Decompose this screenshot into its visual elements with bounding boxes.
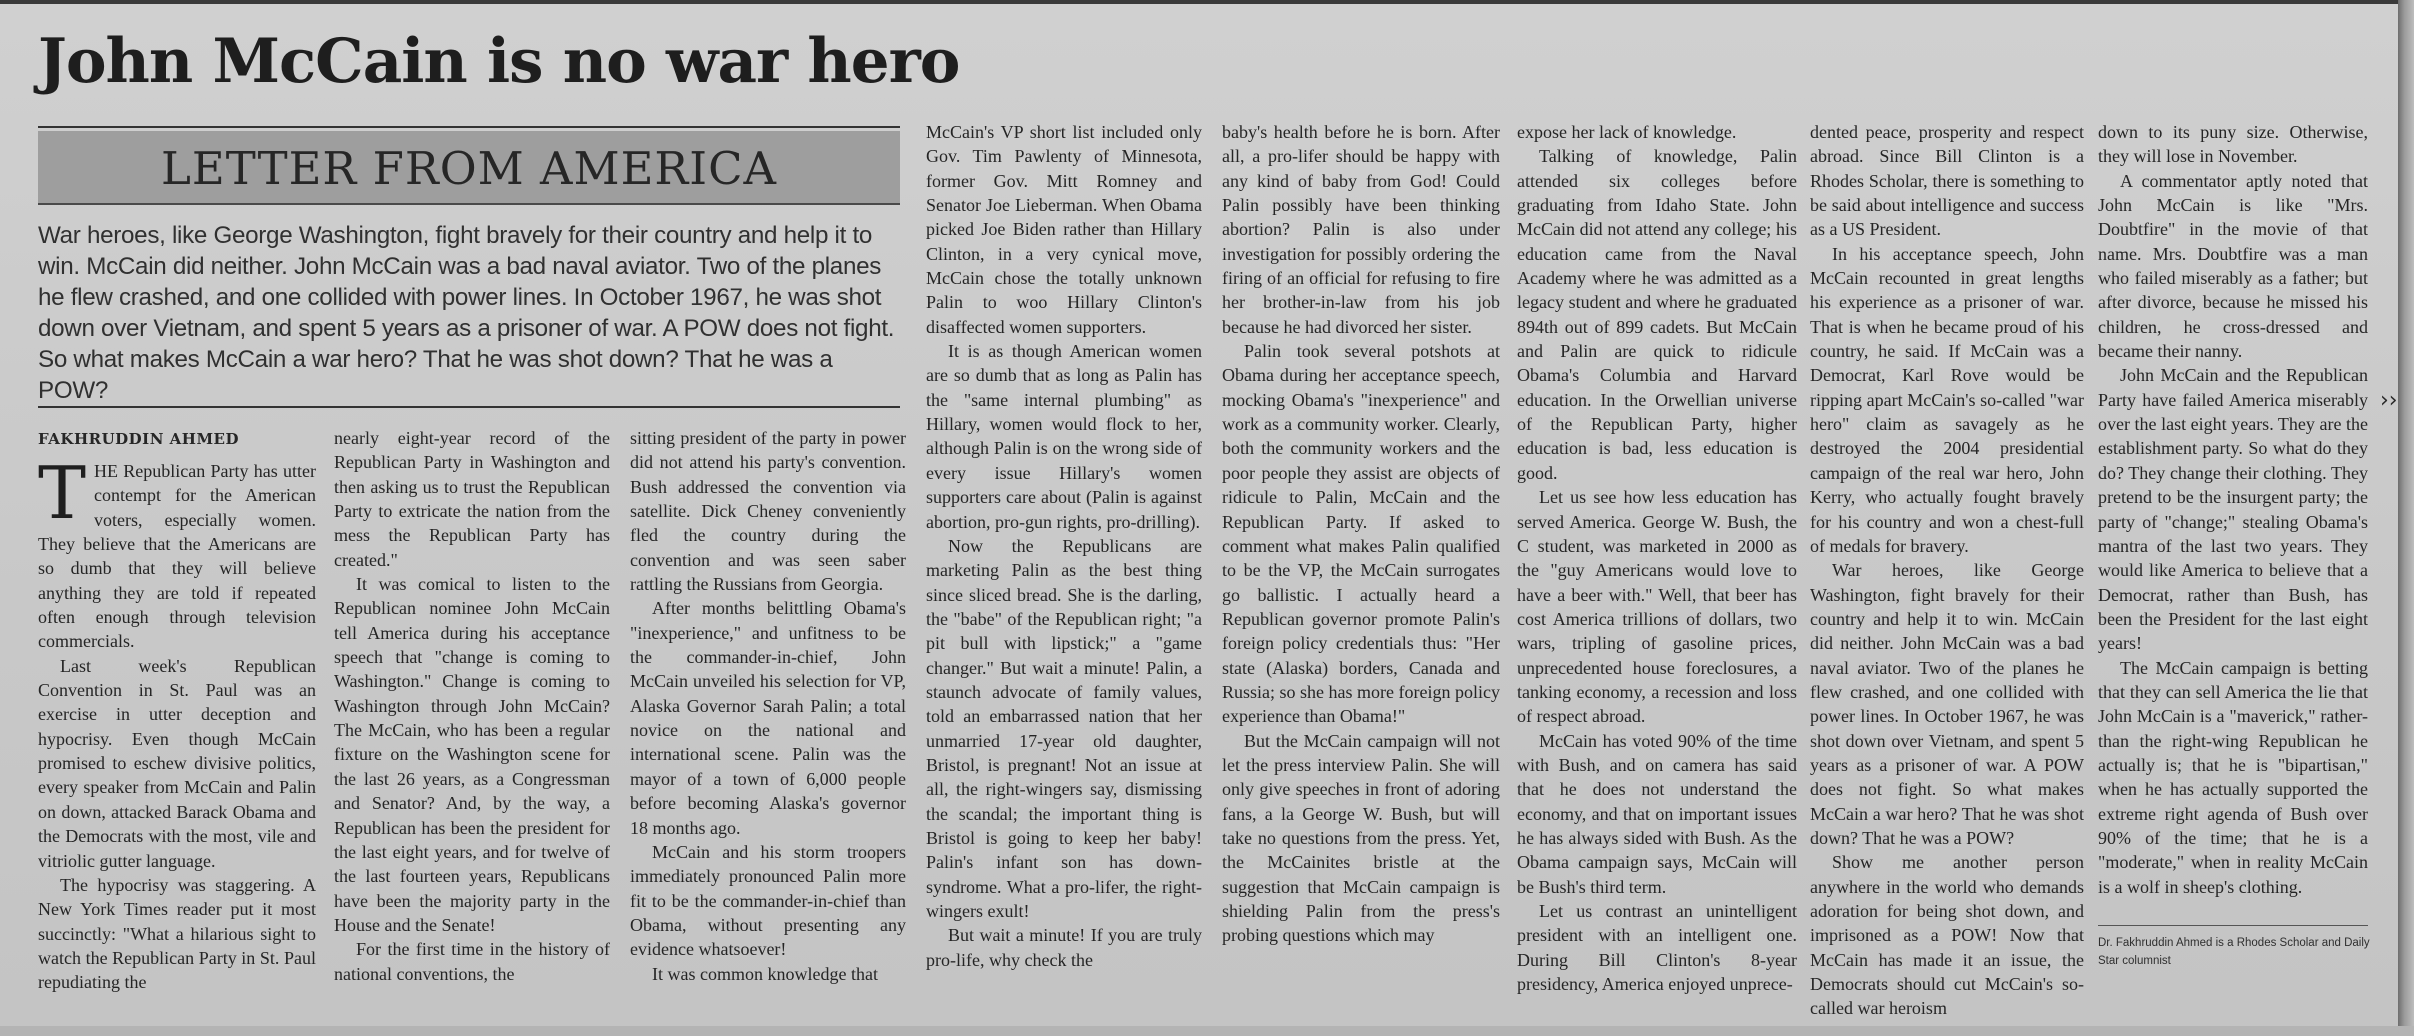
article-column-4 xyxy=(926,120,1202,1000)
author-bio: Dr. Fakhruddin Ahmed is a Rhodes Scholar and Daily Star columnist xyxy=(2098,937,2370,967)
article-column-5 xyxy=(1222,120,1500,1000)
intro-standfirst: War heroes, like George Washington, fight bravely for their country and help it to win. McCain did neither. John McCain was a bad naval aviator. Two of the planes he flew crashed, and one collided with power lines. In October 1967, he was shot down over Vietnam, and spent 5 years as a prisoner of war. A POW does not fight. So what makes McCain a war hero? That he was shot down? That he was a POW? xyxy=(38,222,895,404)
article-column-1 xyxy=(38,451,316,995)
paragraph: Show me another person anywhere in the world who demands adoration for being shot down, and imprisoned as a POW! Now that McCain has made it an issue, the Democrats should cut McCain's so-called war heroism xyxy=(1810,852,2084,1019)
paragraph: It was comical to listen to the Republican nominee John McCain tell America during his acceptance speech that "change is coming to Washington." Change is coming to Washington through John McCain? The McCain, who has been a regular fixture on the Washington scene for the last 26 years, as a Congressman and Senator? And, by the way, a Republican has been the president for the last eight years, and for twelve of the last fourteen years, Republicans have been the majority party in the House and the Senate! xyxy=(334,574,610,935)
paragraph: McCain has voted 90% of the time with Bush, and on camera has said that he does not understand the economy, and that on important issues he has always sided with Bush. As the Obama campaign says, McCain will be Bush's third term. xyxy=(1517,730,1797,897)
section-banner-label: LETTER FROM AMERICA xyxy=(160,142,778,195)
paragraph: McCain's VP short list included only Gov. Tim Pawlenty of Minnesota, former Gov. Mitt Romney and Senator Joe Lieberman. When Obama picked Joe Biden rather than Hillary Clinton, in a very cynical move, McCain chose the totally unknown Palin to woo Hillary Clinton's disaffected women supporters. xyxy=(926,122,1202,337)
paragraph: nearly eight-year record of the Republican Party in Washington and then asking us to trust the Republican Party to extricate the nation from the mess the Republican Party has created." xyxy=(334,428,610,570)
drop-cap: T xyxy=(38,451,87,535)
section-banner xyxy=(38,131,900,205)
paragraph: Talking of knowledge, Palin attended six colleges before graduating from Idaho State. John McCain did not attend any college; his education came from the Naval Academy where he was admitted as a legacy student and where he graduated 894th out of 899 cadets. But McCain and Palin are quick to ridicule Obama's Columbia and Harvard education. In the Orwellian universe of the Republican Party, higher education is bad, less education is good. xyxy=(1517,146,1797,483)
paragraph: Now the Republicans are marketing Palin as the best thing since sliced bread. She is the darling, the "babe" of the Republican right; "a pit bull with lipstick;" a "game changer." But wait a minute! Palin, a staunch advocate of family values, told an embarrassed nation that her unmarried 17-year old daughter, Bristol, is pregnant! Not an issue at all, the right-wingers say, dismissing the scandal; the important thing is Bristol is going to keep her baby! Palin's infant son has down-syndrome. What a pro-lifer, the right-wingers exult! xyxy=(926,535,1202,921)
paragraph: Last week's Republican Convention in St. Paul was an exercise in utter deception and hypocrisy. Even though McCain promised to eschew divisive politics, every speaker from McCain and Palin on down, attacked Barack Obama and the Democrats with the most, vile and vitriolic gutter language. xyxy=(38,655,316,871)
paragraph: Let us contrast an unintelligent president with an intelligent one. During Bill Clinton's 8-year presidency, America enjoyed unprece- xyxy=(1517,901,1797,995)
page-edge xyxy=(2398,0,2414,1036)
paragraph: But the McCain campaign will not let the press interview Palin. She will only give speeches in front of adoring fans, a la George W. Bush, but will take no questions from the press. Yet, the McCainites bristle at the suggestion that McCain campaign is shielding Palin from the press's probing questions which may xyxy=(1222,730,1500,946)
headline: John McCain is no war hero xyxy=(38,26,960,97)
paragraph: A commentator aptly noted that John McCain is like "Mrs. Doubtfire" in the movie of that name. Mrs. Doubtfire was a man who failed miserably as a father; but after divorce, because he missed his children, he cross-dressed and became their nanny. xyxy=(2098,170,2368,362)
article-column-8 xyxy=(2098,120,2368,920)
paragraph: The McCain campaign is betting that they can sell America the lie that John McCain is a "maverick," rather-than the right-wing Republican he actually is; that he is "bipartisan," when he has actually supported the extreme right agenda of Bush over 90% of the time; that he is a "moderate," when in reality McCain is a wolf in sheep's clothing. xyxy=(2098,657,2368,897)
paragraph: In his acceptance speech, John McCain recounted in great lengths his experience as a prisoner of war. That is when he became proud of his country, he said. If McCain was a Democrat, Karl Rove would be ripping apart McCain's so-called "war hero" claim as savagely as he destroyed the 2004 presidential campaign of the real war hero, John Kerry, who actually fought bravely for his country and won a chest-full of medals for bravery. xyxy=(1810,243,2084,556)
paragraph: dented peace, prosperity and respect abroad. Since Bill Clinton is a Rhodes Scholar, there is something to be said about intelligence and success as a US President. xyxy=(1810,122,2084,240)
article-column-3 xyxy=(630,426,906,998)
paragraph: McCain and his storm troopers immediately pronounced Palin more fit to be the commander-in-chief than Obama, without presenting any evidence whatsoever! xyxy=(630,841,906,960)
paragraph: War heroes, like George Washington, fight bravely for their country and help it to win. McCain did neither. John McCain was a bad naval aviator. Two of the planes he flew crashed, and one collided with power lines. In October 1967, he was shot down over Vietnam, and spent 5 years as a prisoner of war. A POW does not fight. So what makes McCain a war hero? That he was shot down? That he was a POW? xyxy=(1810,560,2084,848)
paragraph: sitting president of the party in power did not attend his party's convention. Bush addressed the convention via satellite. Dick Cheney conveniently fled the country during the convention and was seen saber rattling the Russians from Georgia. xyxy=(630,428,906,595)
paragraph: For the first time in the history of national conventions, the xyxy=(334,939,610,984)
paragraph: Let us see how less education has served America. George W. Bush, the C student, was marketed in 2000 as the "guy Americans would love to have a beer with." Well, that beer has cost America trillions of dollars, two wars, tripling of gasoline prices, unprecedented house foreclosures, a tanking economy, a recession and loss of respect abroad. xyxy=(1517,487,1797,727)
bio-rule xyxy=(2098,925,2368,926)
paragraph: baby's health before he is born. After all, a pro-lifer should be happy with any kind of baby from God! Could Palin possibly have been thinking abortion? Palin is also under investigation for possibly ordering the firing of an official for refusing to fire her brother-in-law from his job because he had divorced her sister. xyxy=(1222,122,1500,337)
top-rule xyxy=(0,0,2400,4)
intro-bottom-rule xyxy=(38,406,900,408)
paragraph: The hypocrisy was staggering. A New York Times reader put it most succinctly: "What a hilarious sight to watch the Republican Party in St. Paul repudiating the xyxy=(38,874,316,993)
paragraph: But wait a minute! If you are truly pro-life, why check the xyxy=(926,925,1202,970)
banner-top-rule xyxy=(38,126,900,128)
paragraph: HE Republican Party has utter contempt for the American voters, especially women. They believe that the Americans are so dumb that they will believe anything they are told if repeated often enough through television commercials. xyxy=(38,461,316,652)
paragraph: It is as though American women are so dumb that as long as Palin has the "same internal plumbing" as Hillary, women would flock to her, although Palin is on the wrong side of every issue Hillary's women supporters care about (Palin is against abortion, pro-gun rights, pro-drilling). xyxy=(926,341,1202,532)
paragraph: expose her lack of knowledge. xyxy=(1517,122,1737,142)
paragraph: Palin took several potshots at Obama during her acceptance speech, mocking Obama's "inexperience" and work as a community worker. Clearly, both the community workers and the poor people they assist are objects of ridicule to Palin, McCain and the Republican Party. If asked to comment what makes Palin qualified to be the VP, the McCain surrogates go ballistic. I actually heard a Republican governor promote Palin's foreign policy credentials thus: "Her state (Alaska) borders, Canada and Russia; so she has more foreign policy experience than Obama!" xyxy=(1222,341,1500,727)
article-column-6 xyxy=(1517,120,1797,1000)
paragraph: John McCain and the Republican Party have failed America miserably over the last eight years. They are the establishment party. So what do they do? They change their clothing. They pretend to be the insurgent party; the party of "change;" stealing Obama's mantra of the last two years. They would like America to believe that a Democrat, rather than Bush, has been the President for the last eight years! xyxy=(2098,365,2368,654)
paragraph: It was common knowledge that xyxy=(652,963,878,984)
article-column-7 xyxy=(1810,120,2084,1019)
author-byline: FAKHRUDDIN AHMED xyxy=(38,430,239,448)
bottom-edge xyxy=(0,1026,2414,1036)
article-column-2 xyxy=(334,426,610,998)
paragraph: After months belittling Obama's "inexperience," and unfitness to be the commander-in-chief, John McCain unveiled his selection for VP, Alaska Governor Sarah Palin; a total novice on the national and international scene. Palin was the mayor of a town of 6,000 people before becoming Alaska's governor 18 months ago. xyxy=(630,598,906,838)
paragraph: down to its puny size. Otherwise, they will lose in November. xyxy=(2098,122,2368,167)
fold-arrow-icon: ›› xyxy=(2380,388,2398,413)
